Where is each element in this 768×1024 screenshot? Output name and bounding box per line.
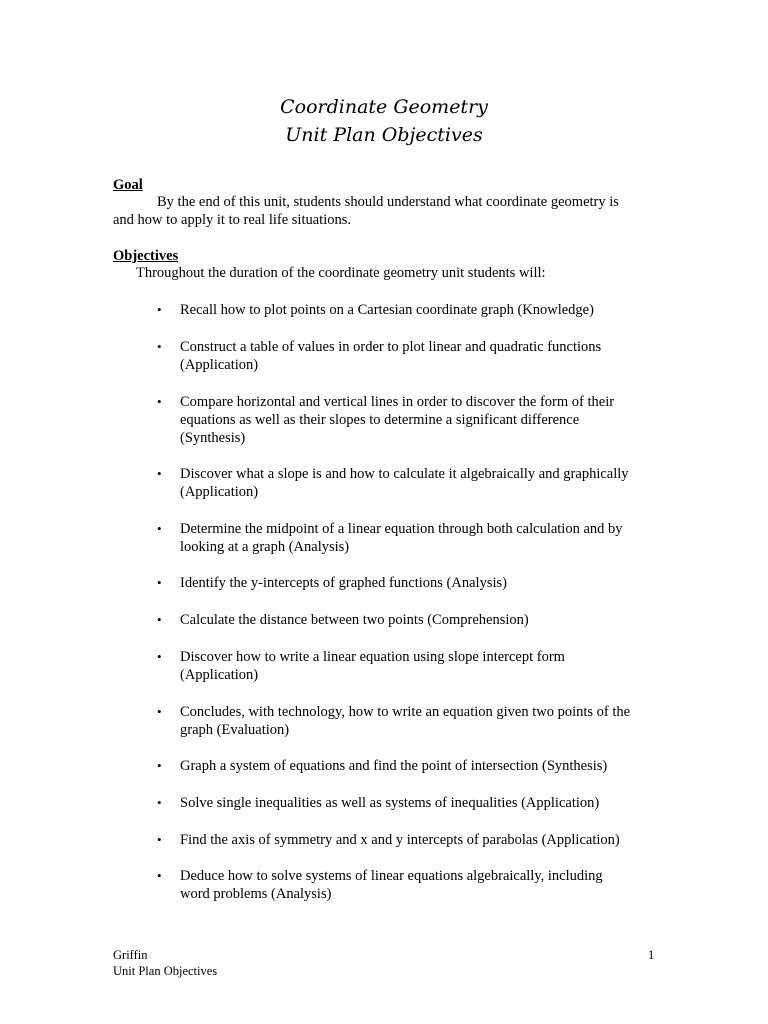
objective-text	[180, 301, 660, 319]
objective-text	[180, 611, 660, 629]
objective-text-line: (Application)	[180, 484, 259, 500]
objective-text	[180, 465, 660, 501]
objective-text	[180, 648, 660, 684]
bullet-icon: •	[157, 612, 162, 627]
bullet-icon: •	[157, 521, 162, 536]
goal-heading: Goal	[113, 177, 143, 193]
objective-text-line: Construct a table of values in order to plot linear and quadratic functions	[180, 339, 602, 355]
bullet-icon: •	[157, 575, 162, 590]
objective-text	[180, 794, 660, 812]
objective-text-line: (Application)	[180, 357, 259, 373]
goal-text-line-2: and how to apply it to real life situations.	[113, 212, 351, 228]
objective-text-line: Graph a system of equations and find the point of intersection (Synthesis)	[180, 758, 608, 774]
bullet-icon: •	[157, 649, 162, 664]
bullet-icon: •	[157, 868, 162, 883]
objective-text-line: (Synthesis)	[180, 430, 246, 446]
objective-text-line: Determine the midpoint of a linear equation through both calculation and by	[180, 521, 623, 537]
objective-text-line: word problems (Analysis)	[180, 886, 332, 902]
objective-text-line: looking at a graph (Analysis)	[180, 539, 350, 555]
bullet-icon: •	[157, 704, 162, 719]
objective-text	[180, 867, 660, 903]
objective-text	[180, 757, 660, 775]
objective-text-line: Compare horizontal and vertical lines in order to discover the form of their	[180, 394, 615, 410]
objective-text	[180, 831, 660, 849]
objective-text-line: Calculate the distance between two points (Comprehension)	[180, 612, 529, 628]
objective-text-line: equations as well as their slopes to determine a significant difference	[180, 412, 580, 428]
footer-author: Griffin	[113, 948, 148, 962]
bullet-icon: •	[157, 795, 162, 810]
objective-text-line: Identify the y-intercepts of graphed functions (Analysis)	[180, 575, 507, 591]
bullet-icon: •	[157, 466, 162, 481]
objective-text-line: (Application)	[180, 667, 259, 683]
objective-text-line: Deduce how to solve systems of linear equations algebraically, including	[180, 868, 603, 884]
objective-text-line: Discover what a slope is and how to calculate it algebraically and graphically	[180, 466, 629, 482]
objective-text-line: Recall how to plot points on a Cartesian coordinate graph (Knowledge)	[180, 302, 594, 318]
bullet-icon: •	[157, 339, 162, 354]
objective-text	[180, 574, 660, 592]
bullet-icon: •	[157, 394, 162, 409]
objectives-heading: Objectives	[113, 248, 179, 264]
objective-text-line: Solve single inequalities as well as systems of inequalities (Application)	[180, 795, 600, 811]
objective-text-line: Concludes, with technology, how to write an equation given two points of the	[180, 704, 631, 720]
objective-text	[180, 338, 660, 374]
bullet-icon: •	[157, 302, 162, 317]
objective-text-line: Find the axis of symmetry and x and y intercepts of parabolas (Application)	[180, 832, 620, 848]
objective-text-line: Discover how to write a linear equation using slope intercept form	[180, 649, 565, 665]
page-number: 1	[648, 948, 655, 962]
objective-text	[180, 393, 660, 447]
objective-text	[180, 520, 660, 556]
page-title-line-1: Coordinate Geometry	[280, 96, 488, 118]
page-title-line-2: Unit Plan Objectives	[285, 124, 483, 146]
objective-text	[180, 703, 660, 739]
objectives-intro: Throughout the duration of the coordinate geometry unit students will:	[136, 265, 546, 281]
objective-text-line: graph (Evaluation)	[180, 722, 290, 738]
goal-text-line-1: By the end of this unit, students should understand what coordinate geometry is	[157, 194, 619, 210]
footer-document-name: Unit Plan Objectives	[113, 964, 218, 978]
bullet-icon: •	[157, 758, 162, 773]
bullet-icon: •	[157, 832, 162, 847]
